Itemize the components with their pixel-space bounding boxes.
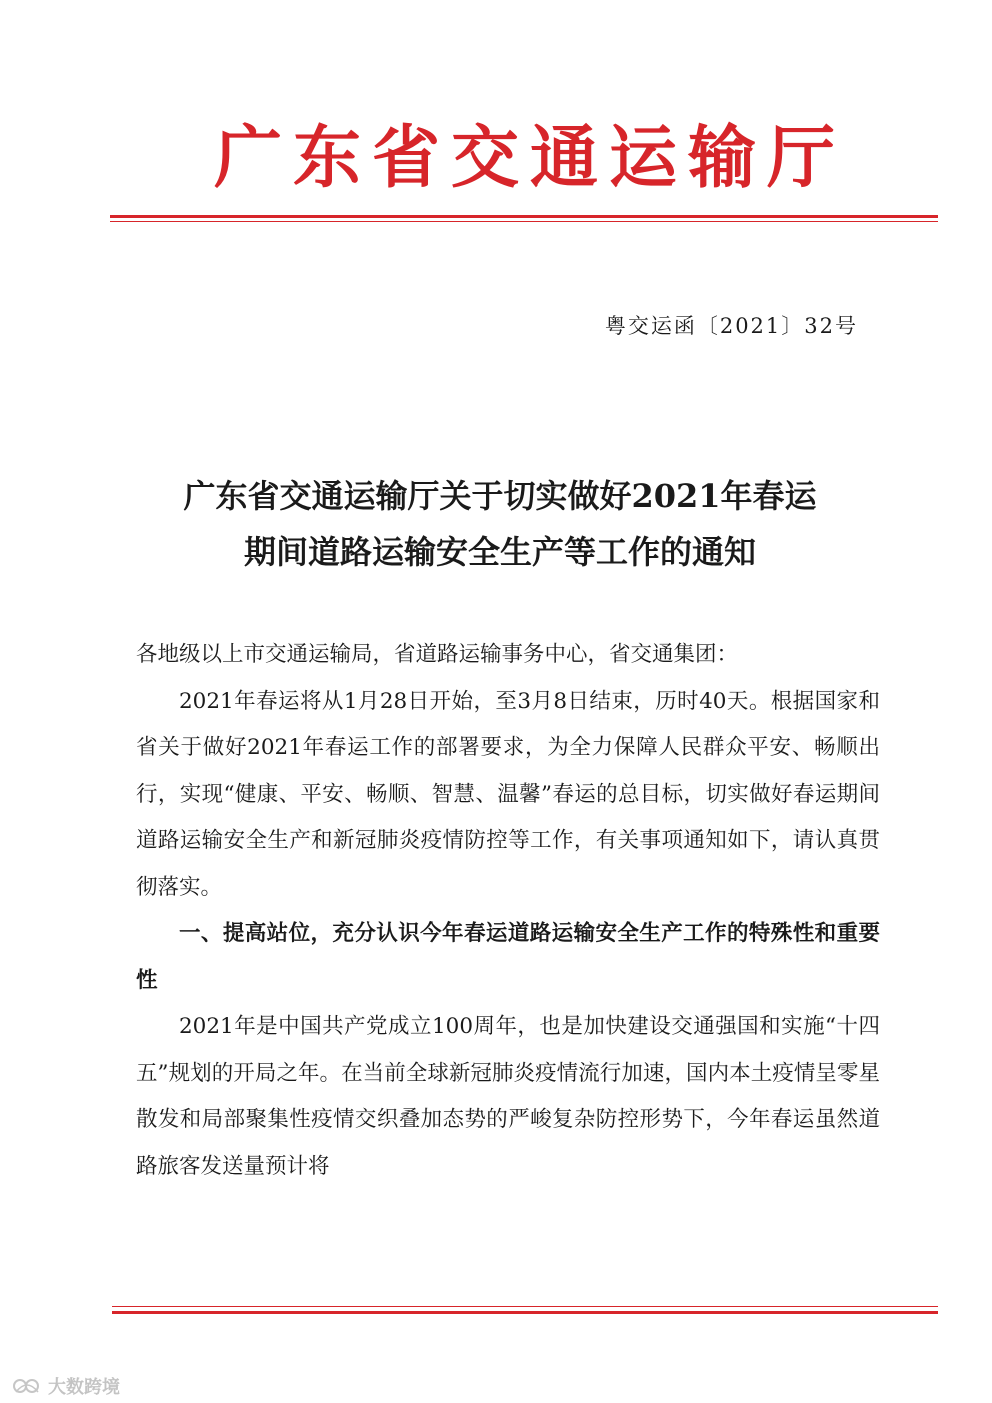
footer-red-rule-thin (112, 1306, 938, 1307)
body-paragraph-1: 2021年春运将从1月28日开始，至3月8日结束，历时40天。根据国家和省关于做好2021年春运工作的部署要求，为全力保障人民群众平安、畅顺出行，实现“健康、平安、畅顺、智慧、温馨”春运的总目标，切实做好春运期间道路运输安全生产和新冠肺炎疫情防控等工作，有关事项通知如下，请认真贯彻落实。 (136, 688, 880, 900)
body-paragraph-2: 2021年是中国共产党成立100周年，也是加快建设交通强国和实施“十四五”规划的开局之年。在当前全球新冠肺炎疫情流行加速，国内本土疫情呈零星散发和局部聚集性疫情交织叠加态势的严峻复杂防控形势下，今年春运虽然道路旅客发送量预计将 (136, 1014, 880, 1179)
document-number: 粤交运函〔2021〕32号 (604, 314, 858, 338)
issuer-name: 广东省交通运输厅 (214, 118, 847, 198)
document-header (0, 0, 992, 240)
footer-red-rule-thick (112, 1311, 938, 1314)
header-red-rule-thick (110, 215, 938, 218)
document-title (120, 468, 880, 580)
document-title-line-1: 广东省交通运输厅关于切实做好2021年春运 (183, 477, 817, 515)
header-red-rule-thin (110, 221, 938, 222)
watermark-logo-icon (12, 1376, 42, 1396)
watermark (12, 1373, 120, 1399)
section-heading-1: 一、提高站位，充分认识今年春运道路运输安全生产工作的特殊性和重要性 (136, 921, 880, 993)
document-body (136, 632, 880, 1190)
watermark-text: 大数跨境 (48, 1377, 120, 1398)
document-title-line-2: 期间道路运输安全生产等工作的通知 (243, 533, 756, 571)
recipients-line: 各地级以上市交通运输局，省道路运输事务中心，省交通集团： (136, 642, 739, 667)
